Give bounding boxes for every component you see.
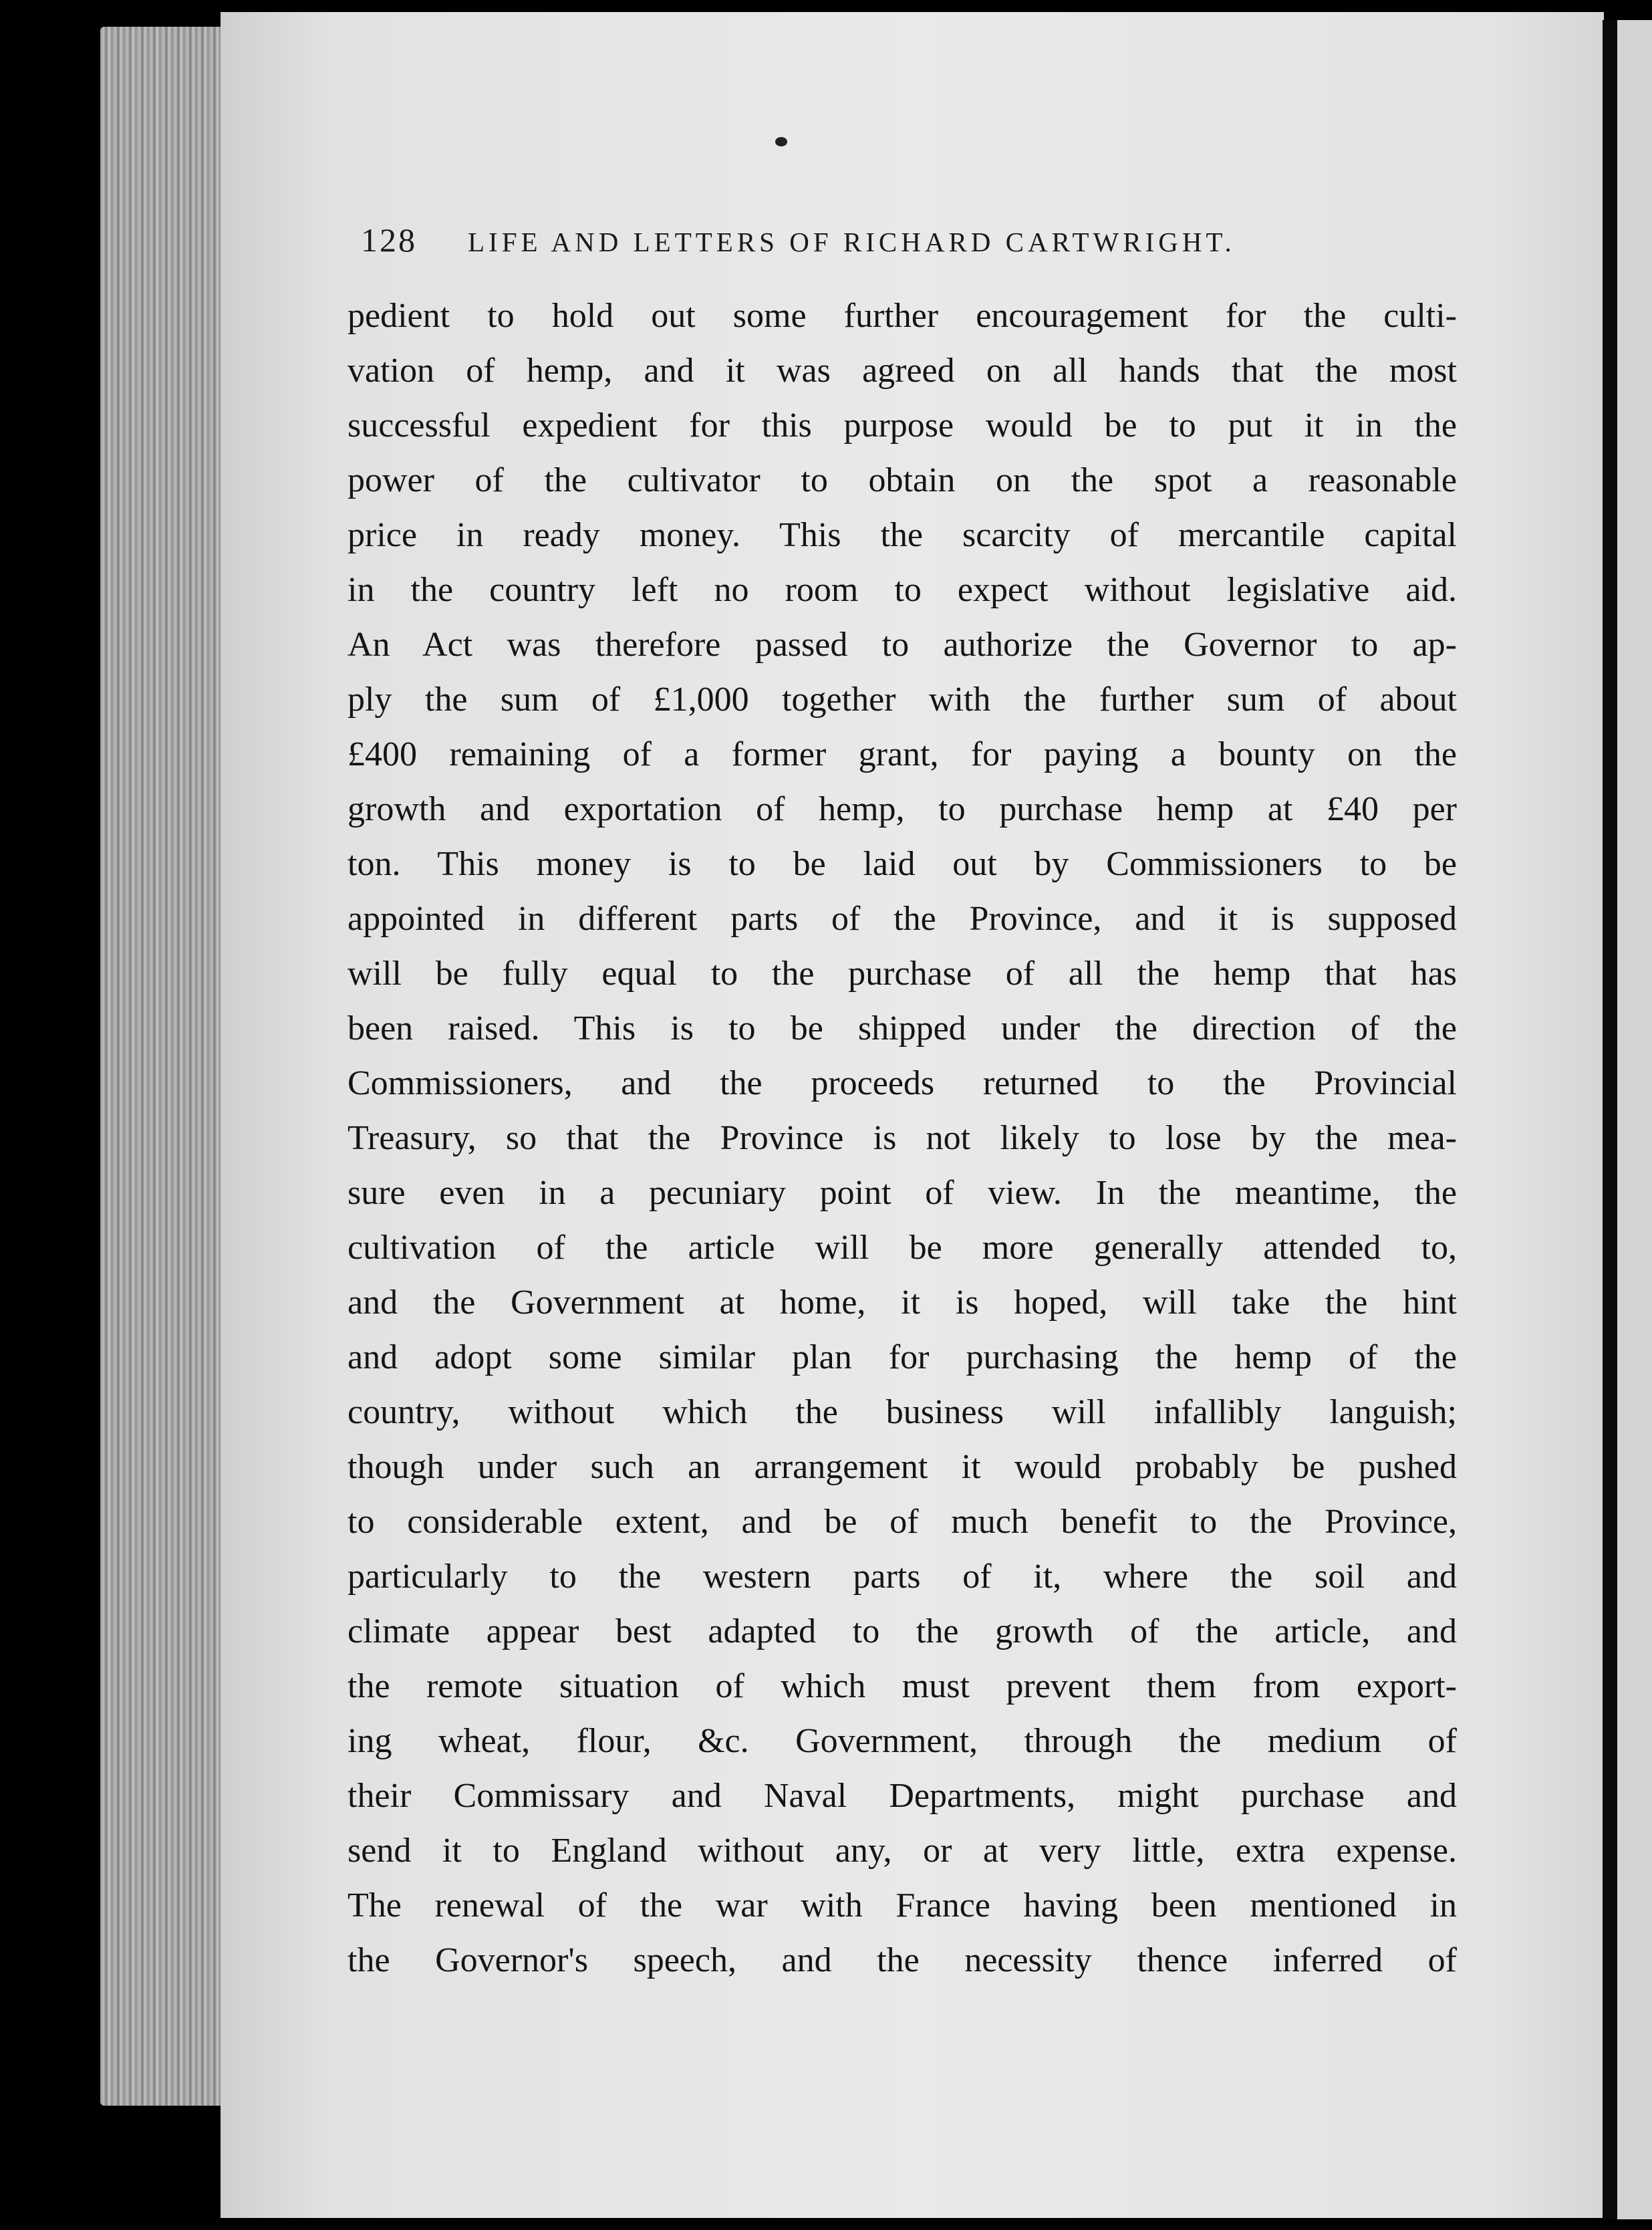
text-line: ing wheat, flour, &c. Government, through the medium of	[348, 1722, 1457, 1760]
text-line: been raised. This is to be shipped under the direction of the	[348, 1009, 1457, 1047]
text-line: Commissioners, and the proceeds returned to the Provincial	[348, 1064, 1457, 1102]
text-line: country, without which the business will infallibly languish;	[348, 1393, 1457, 1431]
text-line: power of the cultivator to obtain on the spot a reasonable	[348, 461, 1457, 499]
text-line: climate appear best adapted to the growth of the article, and	[348, 1612, 1457, 1650]
text-line: to considerable extent, and be of much benefit to the Province,	[348, 1503, 1457, 1541]
running-title: LIFE AND LETTERS OF RICHARD CARTWRIGHT.	[468, 227, 1236, 257]
ink-blot	[775, 137, 787, 146]
page-edges	[100, 27, 234, 2106]
text-line: An Act was therefore passed to authorize the Governor to ap-	[348, 626, 1457, 664]
text-line: in the country left no room to expect without legislative aid.	[348, 571, 1457, 609]
text-line: The renewal of the war with France having been mentioned in	[348, 1886, 1457, 1925]
text-line: pedient to hold out some further encouragement for the culti-	[348, 297, 1457, 335]
text-line: price in ready money. This the scarcity of mercantile capital	[348, 516, 1457, 554]
text-line: Treasury, so that the Province is not likely to lose by the mea-	[348, 1119, 1457, 1157]
text-line: their Commissary and Naval Departments, might purchase and	[348, 1777, 1457, 1815]
text-line: vation of hemp, and it was agreed on all hands that the most	[348, 352, 1457, 390]
text-line: and adopt some similar plan for purchasing the hemp of the	[348, 1338, 1457, 1376]
text-line: particularly to the western parts of it, where the soil and	[348, 1558, 1457, 1596]
text-line: appointed in different parts of the Province, and it is supposed	[348, 900, 1457, 938]
text-line: send it to England without any, or at very little, extra expense.	[348, 1832, 1457, 1870]
text-line: growth and exportation of hemp, to purchase hemp at £40 per	[348, 790, 1457, 828]
text-line: the Governor's speech, and the necessity thence inferred of	[348, 1941, 1457, 1979]
text-line: will be fully equal to the purchase of all the hemp that has	[348, 955, 1457, 993]
text-line: £400 remaining of a former grant, for paying a bounty on the	[348, 735, 1457, 773]
text-line: successful expedient for this purpose would be to put it in the	[348, 406, 1457, 445]
text-line: sure even in a pecuniary point of view. In the meantime, the	[348, 1174, 1457, 1212]
page-number: 128	[361, 221, 417, 259]
text-line: though under such an arrangement it would probably be pushed	[348, 1448, 1457, 1486]
body-text	[348, 289, 1457, 1988]
text-line: cultivation of the article will be more generally attended to,	[348, 1229, 1457, 1267]
facing-page-strip	[1617, 20, 1652, 2219]
right-frame-edge	[1603, 20, 1617, 2219]
text-line: ton. This money is to be laid out by Commissioners to be	[348, 845, 1457, 883]
text-line: the remote situation of which must prevent them from export-	[348, 1667, 1457, 1705]
text-line: ply the sum of £1,000 together with the further sum of about	[348, 680, 1457, 719]
text-line: and the Government at home, it is hoped, will take the hint	[348, 1283, 1457, 1322]
page-header	[361, 221, 1363, 261]
